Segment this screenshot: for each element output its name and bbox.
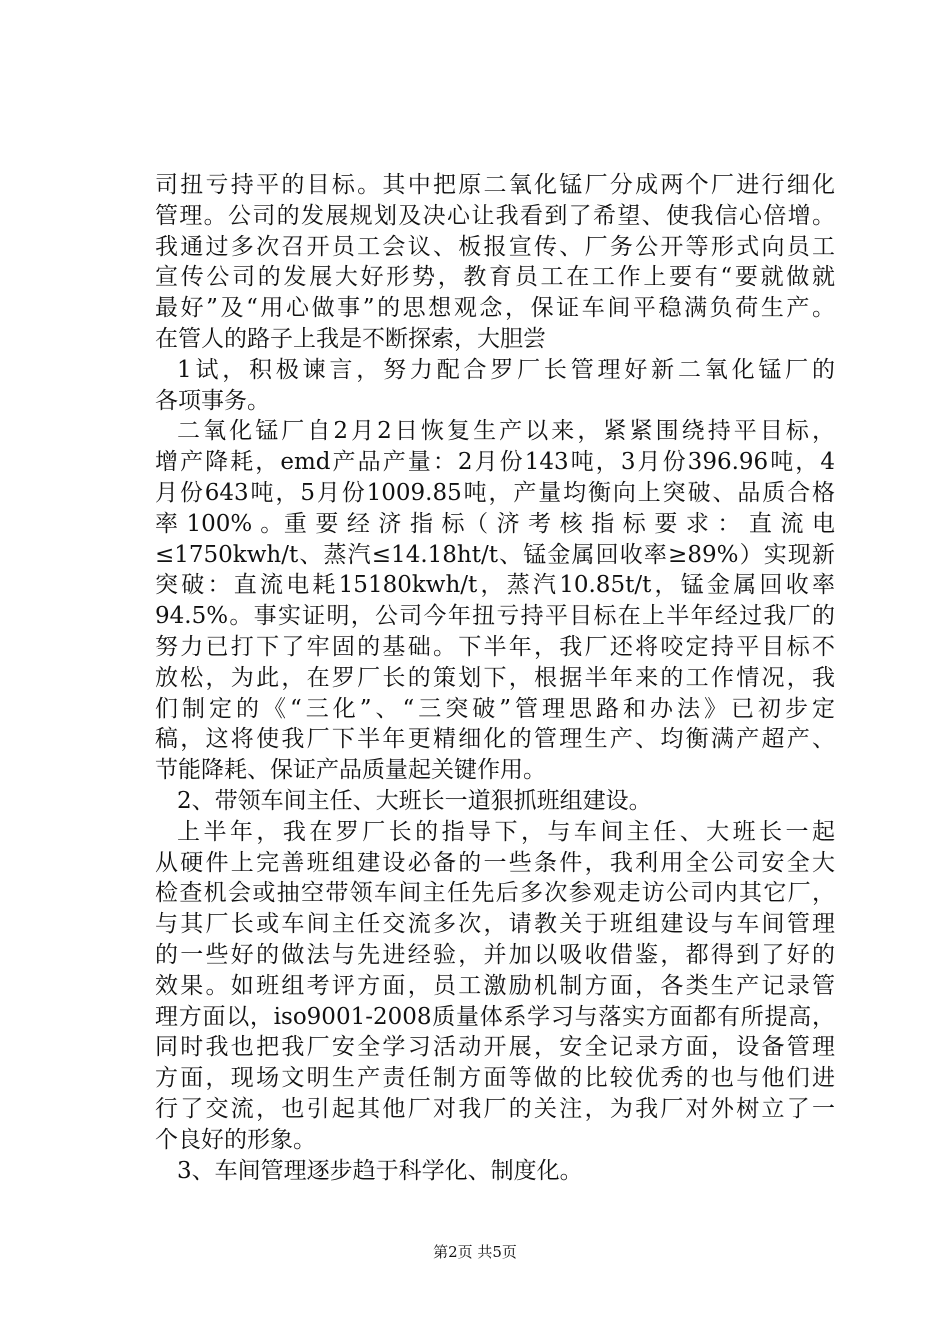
text-line: 个良好的形象。 <box>155 1126 316 1153</box>
text-line: 在管人的路子上我是不断探索，大胆尝 <box>155 325 546 352</box>
text-line: 月份643吨，5月份1009.85吨，产量均衡向上突破、品质合格 <box>155 479 835 506</box>
text-line: 上半年，我在罗厂长的指导下，与车间主任、大班长一起 <box>177 818 835 845</box>
text-line: 94.5%。事实证明，公司今年扭亏持平目标在上半年经过我厂的 <box>155 603 835 630</box>
text-line: 放松，为此，在罗厂长的策划下，根据半年来的工作情况，我 <box>155 664 835 691</box>
text-line: 努力已打下了牢固的基础。下半年，我厂还将咬定持平目标不 <box>155 633 835 660</box>
text-line: 行了交流，也引起其他厂对我厂的关注，为我厂对外树立了一 <box>155 1095 835 1122</box>
text-line: 效果。如班组考评方面，员工激励机制方面，各类生产记录管 <box>155 972 835 999</box>
text-line: 的一些好的做法与先进经验，并加以吸收借鉴，都得到了好的 <box>155 941 835 968</box>
text-line: 二氧化锰厂自2月2日恢复生产以来，紧紧围绕持平目标， <box>177 418 835 445</box>
text-line: 方面，现场文明生产责任制方面等做的比较优秀的也与他们进 <box>155 1065 835 1092</box>
text-line: 1试，积极谏言，努力配合罗厂长管理好新二氧化锰厂的 <box>177 356 835 383</box>
text-line: 与其厂长或车间主任交流多次，请教关于班组建设与车间管理 <box>155 911 835 938</box>
text-line: 司扭亏持平的目标。其中把原二氧化锰厂分成两个厂进行细化 <box>155 172 835 198</box>
text-line: 管理。公司的发展规划及决心让我看到了希望、使我信心倍增。 <box>155 202 835 229</box>
text-line: 最好”及“用心做事”的思想观念，保证车间平稳满负荷生产。 <box>155 295 835 322</box>
text-line: 理方面以，iso9001-2008质量体系学习与落实方面都有所提高， <box>155 1003 835 1030</box>
text-line: 稿，这将使我厂下半年更精细化的管理生产、均衡满产超产、 <box>155 726 835 753</box>
body-text <box>155 170 835 1186</box>
text-line: 我通过多次召开员工会议、板报宣传、厂务公开等形式向员工 <box>155 233 835 260</box>
text-line: 率 100% 。重 要 经 济 指 标（ 济 考 核 指 标 要 求 ： 直 流 电 <box>155 510 835 537</box>
text-line: 检查机会或抽空带领车间主任先后多次参观走访公司内其它厂， <box>155 880 835 907</box>
text-line: 增产降耗，emd产品产量：2月份143吨，3月份396.96吨，4 <box>155 449 835 476</box>
section-heading: 2、带领车间主任、大班长一道狠抓班组建设。 <box>177 787 652 814</box>
text-line: 宣传公司的发展大好形势，教育员工在工作上要有“要就做就 <box>155 264 835 291</box>
text-line: 从硬件上完善班组建设必备的一些条件，我利用全公司安全大 <box>155 849 835 876</box>
section-heading: 3、车间管理逐步趋于科学化、制度化。 <box>177 1157 583 1184</box>
text-line: 节能降耗、保证产品质量起关键作用。 <box>155 757 546 784</box>
text-line: 各项事务。 <box>155 387 270 414</box>
page-number-footer: 第2页 共5页 <box>433 1243 517 1261</box>
text-line: 突破：直流电耗15180kwh/t，蒸汽10.85t/t，锰金属回收率 <box>155 572 835 599</box>
text-line: 们制定的《“三化”、“三突破”管理思路和办法》已初步定 <box>155 695 835 722</box>
text-line: 同时我也把我厂安全学习活动开展，安全记录方面，设备管理 <box>155 1034 835 1061</box>
text-line: ≤1750kwh/t、蒸汽≤14.18ht/t、锰金属回收率≥89%）实现新 <box>155 541 835 568</box>
